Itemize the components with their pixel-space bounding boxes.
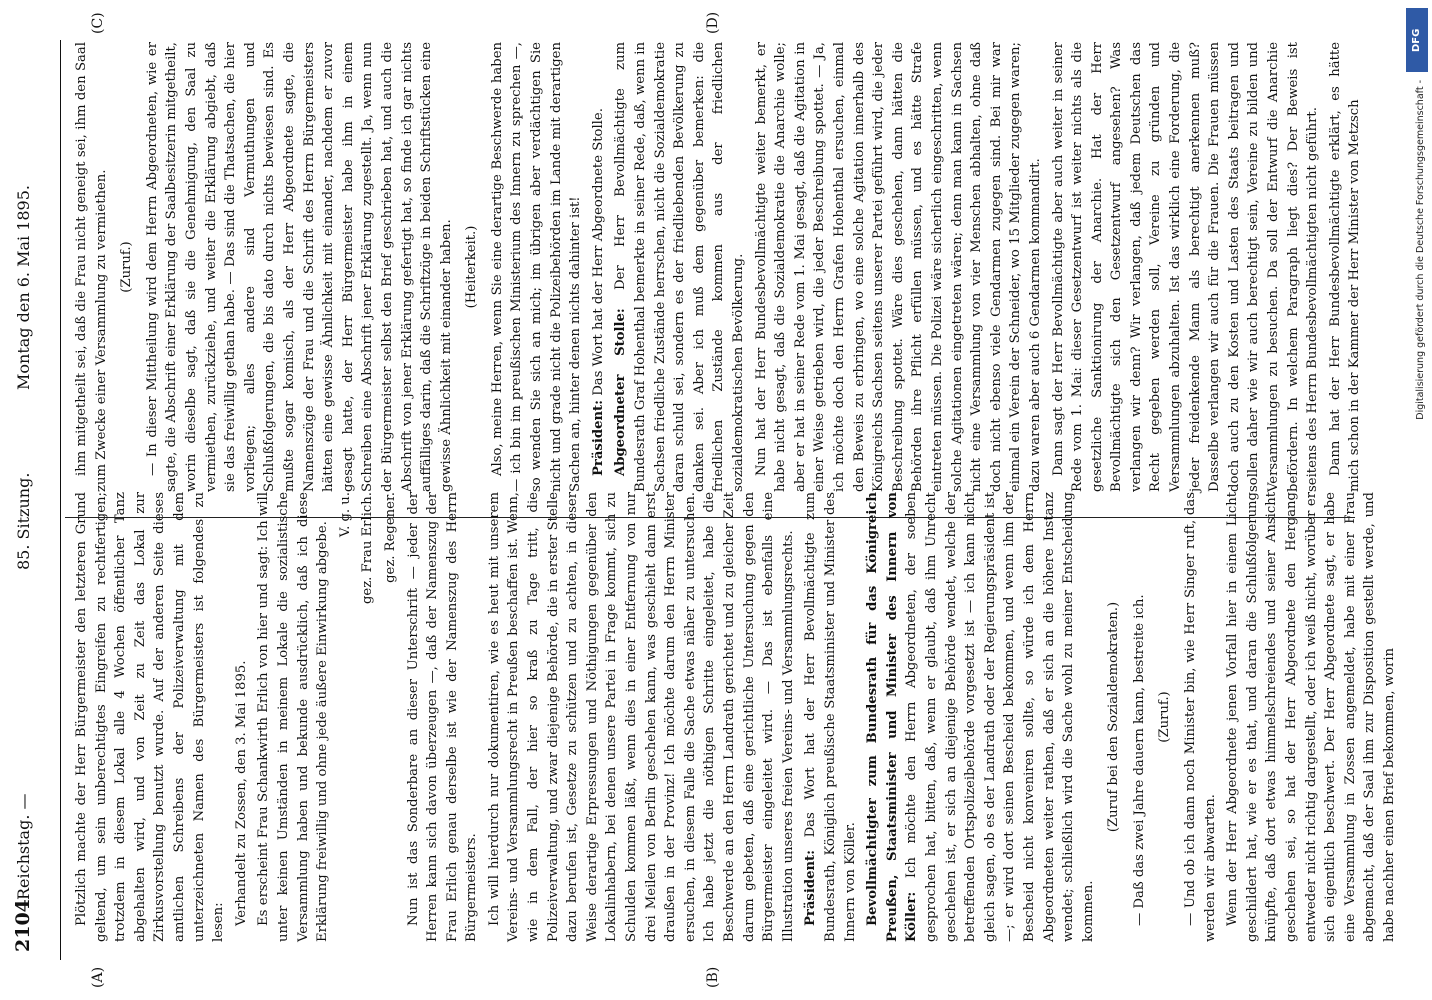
signature-line: gez. Frau Erlich. bbox=[360, 492, 376, 605]
speech-text: Das Wort hat der Herr Bevollmächtigte zum Bundesrath, Königlich preußische Staatsminister und Minister des Innern von Köller. bbox=[803, 492, 858, 942]
column-divider bbox=[65, 517, 1355, 518]
header-session: 85. Sitzung. bbox=[14, 472, 33, 570]
speech-text: Der Herr Bevollmächtigte zum Bundesrath Graf Hohenthal bemerkte in seiner Rede, daß, wenn in Sachsen friedliche Zustände herrschen, nicht die Sozialdemokratie daran schuld sei, sondern es der friedliebenden Bevölkerung zu danken sei. Aber ich muß dem gegenüber bemerken: die friedlichen Zustände kommen aus der friedlichen sozialdemokratischen Bevölkerung. bbox=[613, 41, 746, 492]
page-number: 2104 bbox=[12, 899, 34, 952]
interjection: (Zuruf bei den Sozialdemokraten.) bbox=[1106, 601, 1122, 833]
paragraph: Ich will hierdurch nur dokumentiren, wie es heut mit unserem Vereins- und Versammlungsrecht in Preußen beschaffen ist. Wenn, wie in dem Fall, der hier so kraß zu Tage tritt, die Polizeiverwaltung, und zwar diejenige Behörde, die in erster Stelle dazu berufen ist, Gesetze zu schützen und zu achten, in dieser Weise derartige Erpressungen und Nöthigungen gegenüber den Lokalinhabern, bei denen unsere Partei in Frage kommt, sich zu Schulden kommen läßt, wenn dies in einer Entfernung von nur drei Meilen von Berlin geschehen kann, was geschieht dann erst draußen in der Provinz! Ich möchte darum den Herrn Minister ersuchen, in diesem Falle die Sache etwas näher zu untersuchen. Ich habe jetzt die nöthigen Schritte eingeleitet, habe die Beschwerde an den Herrn Landrath gerichtet und zu gleicher Zeit darum gebeten, daß eine gerichtliche Untersuchung gegen den Bürgermeister eingeleitet wird. — Das ist ebenfalls eine Illustration unseres freien Vereins- und Versammlungsrechts. bbox=[486, 492, 796, 942]
paragraph: ihm mitgetheilt sei, daß die Frau nicht geneigt sei, ihm den Saal zum Zwecke einer Versammlung zu vermiethen. bbox=[74, 42, 109, 492]
header-title: Reichstag. — bbox=[14, 793, 33, 900]
speaker-paragraph bbox=[801, 492, 860, 942]
paragraph: Dann hat der Herr Bundesbevollmächtigte erklärt, es hätte mich schon in der Kammer der Herr Minister von Metzsch bbox=[1327, 42, 1363, 492]
dfg-credit-text: Digitalisierung gefördert durch die Deutsche Forschungsgemeinschaft - bbox=[1415, 80, 1426, 420]
page-header bbox=[0, 40, 61, 960]
paragraph: — Daß das zwei Jahre dauern kann, bestreite ich. bbox=[1131, 594, 1147, 926]
speaker-paragraph bbox=[611, 42, 748, 492]
margin-marker-d: (D) bbox=[705, 11, 721, 34]
interjection: (Heiterkeit.) bbox=[464, 225, 480, 309]
paragraph: Dann sagt der Herr Bevollmächtigte aber auch weiter in seiner Rede vom 1. Mai: dieser Gesetzentwurf ist weiter nichts als die gesetzliche Sanktionirung der Anarchie. Hat der Herr Bevollmächtigte sich den Gesetzentwurf angesehen? Was verlangen wir denn? Wir verlangen, daß jedem Deutschen das Recht gegeben werden soll, Vereine zu gründen und Versammlungen abzuhalten. Ist das wirklich eine Forderung, die jeder freidenkende Mann als berechtigt anerkennen muß? Dasselbe verlangen wir auch für die Frauen. Die Frauen müssen doch auch zu den Kosten und Lasten des Staats beitragen und sollen daher wie wir auch berechtigt sein, Vereine zu bilden und Versammlungen zu besuchen. Da soll der Entwurf die Anarchie befördern. In welchem Paragraph liegt dies? Der Beweis ist seitens des Herrn Bundesbevollmächtigten nicht geführt. bbox=[1050, 42, 1321, 492]
speaker-paragraph bbox=[863, 492, 1098, 942]
left-column bbox=[72, 492, 1397, 942]
speaker-name: Abgeordneter Stolle: bbox=[613, 308, 629, 476]
paragraph: — In dieser Mittheilung wird dem Herrn Abgeordneten, wie er sagte, die Abschrift einer Erklärung der Saalbesitzerin mitgetheilt, worin dieselbe sagt, daß sie die Genehmigung, den Saal zu vermiethen, zurückziehe, und weiter die Erklärung abgiebt, daß sie das freiwillig gethan habe. — Das sind die Thatsachen, die hier vorliegen; alles andere sind Vermuthungen und Schlußfolgerungen, die bis dato durch nichts bewiesen sind. Es mußte sogar komisch, als der Herr Abgeordnete sagte, die Namenszüge der Frau und die Schrift des Herrn Bürgermeisters hätten eine gewisse Ähnlichkeit mit einander, nachdem er zuvor gesagt hatte, der Herr Bürgermeister habe ihm in einem Schreiben eine Abschrift jener Erklärung zugestellt. Ja, wenn nun der Bürgermeister selbst den Brief geschrieben hat, und auch die Abschrift von jener Erklärung gefertigt hat, so finde ich gar nichts auffälliges darin, daß die Schriftzüge in beiden Schriftstücken eine gewisse Ähnlichkeit mit einander haben. bbox=[144, 42, 454, 492]
paragraph: — Und ob ich dann noch Minister bin, wie Herr Singer ruft, das werden wir abwarten. bbox=[1183, 492, 1218, 942]
paragraph: Wenn der Herr Abgeordnete jenen Vorfall hier in einem Licht geschildert hat, wie er es that, und daran die Schlußfolgerung knüpfte, daß dort etwas himmelschreiendes und seiner Ansicht geschehen sei, so hat der Herr Abgeordnete den Hergang entweder nicht richtig dargestellt, oder ich weiß nicht, worüber er sich eigentlich beschwert. Der Herr Abgeordnete sagt, er habe eine Versammlung in Zossen angemeldet, habe mit einer Frau abgemacht, daß der Saal ihm zur Disposition gestellt werde, und habe nachher einen Brief bekommen, worin bbox=[1225, 492, 1397, 942]
dfg-logo: DFG bbox=[1406, 8, 1428, 72]
right-column bbox=[72, 41, 1363, 492]
header-date: Montag den 6. Mai 1895. bbox=[14, 185, 33, 390]
margin-marker-b: (B) bbox=[705, 966, 721, 988]
paragraph: Plötzlich machte der Herr Bürgermeister den letzteren Grund geltend, um sein unberechtigtes Eingreifen zu rechtfertigen; trotzdem in diesem Lokal alle 4 Wochen öffentlicher Tanz abgehalten wird, und von Zeit zu Zeit das Lokal zur Zirkusvorstellung benutzt wurde. Auf der anderen Seite dieses amtlichen Schreibens der Polizeiverwaltung mit dem unterzeichneten Namen des Bürgermeisters ist folgendes zu lesen: bbox=[74, 492, 227, 942]
interjection: (Zuruf.) bbox=[1157, 691, 1173, 743]
margin-marker-c: (C) bbox=[90, 12, 106, 34]
speaker-name: Präsident: bbox=[590, 399, 606, 476]
speaker-name: Bevollmächtigter zum Bundesrath für das Königreich Preußen, Staatsminister und Minister des Innern von Köller: bbox=[865, 492, 920, 942]
paragraph: Nun ist das Sonderbare an dieser Unterschrift — jeder der Herren kann sich davon überzeugen —, daß der Namenszug der Frau Erlich genau derselbe ist wie der Namenszug des Herrn Bürgermeisters. bbox=[405, 492, 480, 942]
paragraph: Nun hat der Herr Bundesbevollmächtigte weiter bemerkt, er habe nicht gesagt, daß die Sozialdemokratie die Anarchie wolle; aber er hat in seiner Rede vom 1. Mai gesagt, daß die Agitation in einer Weise getrieben wird, die jeder Beschreibung spottet. — Ja, ich möchte doch den Herrn Grafen Hohenthal ersuchen, einmal den Beweis zu erbringen, wo eine solche Agitation innerhalb des Königreichs Sachsen seitens unserer Partei geführt wird, die jeder Beschreibung spottet. Wäre dies geschehen, dann hätten die Behörden ihre Pflicht erfüllen müssen, und es hätte Strafe eintreten müssen. Die Polizei wäre sicherlich eingeschritten, wenn solche Agitationen eingetreten wären; denn man kann in Sachsen nicht eine Versammlung von vier Menschen abhalten, ohne daß doch nicht ebenso viele Gendarmen zugegen sind. Bei mir war einmal ein Verein der Schneider, wo 15 Mitglieder zugegen waren; dazu waren aber auch 6 Gendarmen kommandirt. bbox=[753, 42, 1043, 492]
speech-text: Ich möchte den Herrn Abgeordneten, der soeben gesprochen hat, bitten, daß, wenn er glaubt, daß ihm Unrecht geschehen ist, er sich an diejenige Behörde wendet, welche der betreffenden Ortspolizeibehörde vorgesetzt ist — ich kann nicht gleich sagen, ob es der Landrath oder der Regierungspräsident ist —; er wird dort seinen Bescheid bekommen, und wenn ihm der Bescheid nicht konveniren sollte, so würde ich dem Herrn Abgeordneten weiter rathen, daß er sich an die höhere Instanz wendet; schließlich wird die Sache wohl zu meiner Entscheidung kommen. bbox=[904, 492, 1096, 942]
speaker-paragraph bbox=[589, 42, 609, 492]
margin-marker-a: (A) bbox=[90, 966, 106, 988]
interjection: (Zuruf.) bbox=[119, 241, 135, 293]
paragraph: Also, meine Herren, wenn Sie eine derartige Beschwerde haben — ich bin im preußischen Ministerium des Innern zu sprechen —, so wenden Sie sich an mich; im übrigen aber verdächtigen Sie nicht und grade nicht die Polizeibehörden im Lande mit derartigen Sachen an, hinter denen nichts dahinter ist! bbox=[489, 42, 584, 492]
signature-line: V. g. u. bbox=[337, 492, 353, 538]
paragraph: Verhandelt zu Zossen, den 3. Mai 1895. bbox=[233, 660, 249, 926]
speech-text: Das Wort hat der Herr Abgeordnete Stolle. bbox=[590, 108, 606, 396]
signature-line: gez. Regener. bbox=[382, 492, 398, 583]
paragraph: Es erscheint Frau Schankwirth Erlich von hier und sagt: Ich will unter keinen Umständen in meinem Lokale die sozialistische Versammlung haben und bekunde ausdrücklich, daß ich diese Erklärung freiwillig und ohne jede äußere Einwirkung abgebe. bbox=[256, 492, 331, 942]
speaker-name: Präsident: bbox=[803, 849, 819, 926]
